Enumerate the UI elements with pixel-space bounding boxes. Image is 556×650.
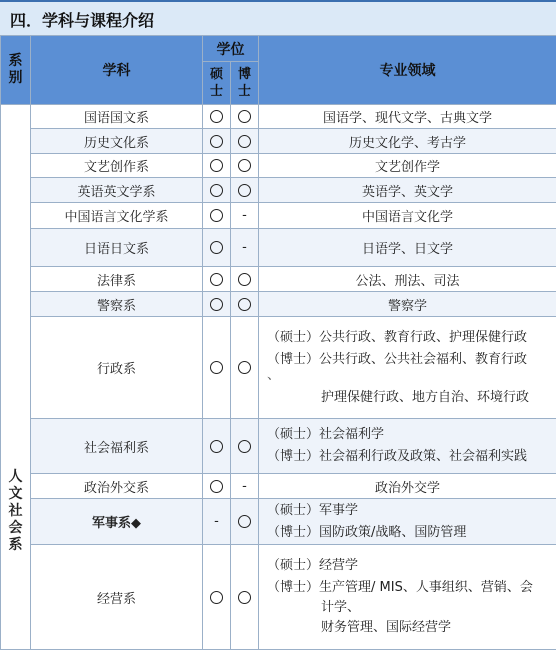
- field-cell-multiline: （硕士）军事学 （博士）国防政策/战略、国防管理: [259, 499, 556, 545]
- subject-cell: 社会福利系: [31, 419, 203, 474]
- master-cell: [203, 178, 231, 203]
- doctor-cell: [231, 267, 259, 292]
- master-cell: [203, 317, 231, 419]
- doctor-cell: -: [231, 229, 259, 267]
- header-field: 专业领域: [259, 36, 556, 105]
- field-cell: 中国语言文化学: [259, 203, 556, 229]
- subject-cell: 行政系: [31, 317, 203, 419]
- master-cell: [203, 267, 231, 292]
- master-cell: [203, 129, 231, 154]
- circle-icon: [238, 273, 251, 286]
- field-cell-multiline: （硕士）公共行政、教育行政、护理保健行政 （博士）公共行政、公共社会福利、教育行政 、 护理保健行政、地方自治、环境行政: [259, 317, 556, 419]
- circle-icon: [210, 159, 223, 172]
- field-cell: 历史文化学、考古学: [259, 129, 556, 154]
- doctor-cell: [231, 499, 259, 545]
- header-doctor: 博 士: [231, 62, 259, 105]
- subject-cell: 法律系: [31, 267, 203, 292]
- circle-icon: [210, 110, 223, 123]
- subject-cell: 军事系◆: [31, 499, 203, 545]
- circle-icon: [238, 515, 251, 528]
- section-title-bar: [0, 0, 556, 35]
- header-subject: 学科: [31, 36, 203, 105]
- circle-icon: [238, 440, 251, 453]
- field-cell: 国语学、现代文学、古典文学: [259, 105, 556, 129]
- field-cell: 日语学、日文学: [259, 229, 556, 267]
- circle-icon: [210, 273, 223, 286]
- circle-icon: [210, 135, 223, 148]
- circle-icon: [238, 135, 251, 148]
- doctor-cell: [231, 105, 259, 129]
- subject-cell: 英语英文学系: [31, 178, 203, 203]
- circle-icon: [210, 298, 223, 311]
- circle-icon: [238, 591, 251, 604]
- circle-icon: [210, 361, 223, 374]
- doctor-cell: -: [231, 203, 259, 229]
- field-cell: 文艺创作学: [259, 154, 556, 178]
- program-table: [0, 35, 556, 650]
- section-title: 四．学科与课程介绍: [10, 8, 154, 31]
- circle-icon: [210, 480, 223, 493]
- subject-cell: 政治外交系: [31, 474, 203, 499]
- circle-icon: [210, 184, 223, 197]
- subject-cell: 经营系: [31, 545, 203, 650]
- subject-cell: 国语国文系: [31, 105, 203, 129]
- doctor-cell: [231, 419, 259, 474]
- circle-icon: [238, 159, 251, 172]
- field-cell-multiline: （硕士）经营学 （博士）生产管理/ MIS、人事组织、营销、会 计学、 财务管理、国际经营学: [259, 545, 556, 650]
- field-cell: 公法、刑法、司法: [259, 267, 556, 292]
- master-cell: [203, 229, 231, 267]
- doctor-cell: [231, 545, 259, 650]
- doctor-cell: -: [231, 474, 259, 499]
- circle-icon: [238, 184, 251, 197]
- master-cell: [203, 105, 231, 129]
- circle-icon: [238, 361, 251, 374]
- doctor-cell: [231, 317, 259, 419]
- subject-cell: 警察系: [31, 292, 203, 317]
- circle-icon: [210, 241, 223, 254]
- field-cell: 警察学: [259, 292, 556, 317]
- header-master: 硕 士: [203, 62, 231, 105]
- circle-icon: [238, 298, 251, 311]
- master-cell: [203, 545, 231, 650]
- subject-cell: 文艺创作系: [31, 154, 203, 178]
- field-cell: 政治外交学: [259, 474, 556, 499]
- doctor-cell: [231, 154, 259, 178]
- circle-icon: [238, 110, 251, 123]
- field-cell: 英语学、英文学: [259, 178, 556, 203]
- doctor-cell: [231, 129, 259, 154]
- dept-name-cell: 人 文 社 会 系: [1, 105, 31, 650]
- master-cell: [203, 203, 231, 229]
- header-degree: 学位: [203, 36, 259, 62]
- field-cell-multiline: （硕士）社会福利学 （博士）社会福利行政及政策、社会福利实践: [259, 419, 556, 474]
- master-cell: [203, 154, 231, 178]
- doctor-cell: [231, 178, 259, 203]
- master-cell: [203, 474, 231, 499]
- subject-cell: 中国语言文化学系: [31, 203, 203, 229]
- doctor-cell: [231, 292, 259, 317]
- subject-cell: 日语日文系: [31, 229, 203, 267]
- subject-cell: 历史文化系: [31, 129, 203, 154]
- master-cell: [203, 419, 231, 474]
- circle-icon: [210, 591, 223, 604]
- circle-icon: [210, 440, 223, 453]
- master-cell: -: [203, 499, 231, 545]
- circle-icon: [210, 209, 223, 222]
- master-cell: [203, 292, 231, 317]
- header-dept: 系 别: [1, 36, 31, 105]
